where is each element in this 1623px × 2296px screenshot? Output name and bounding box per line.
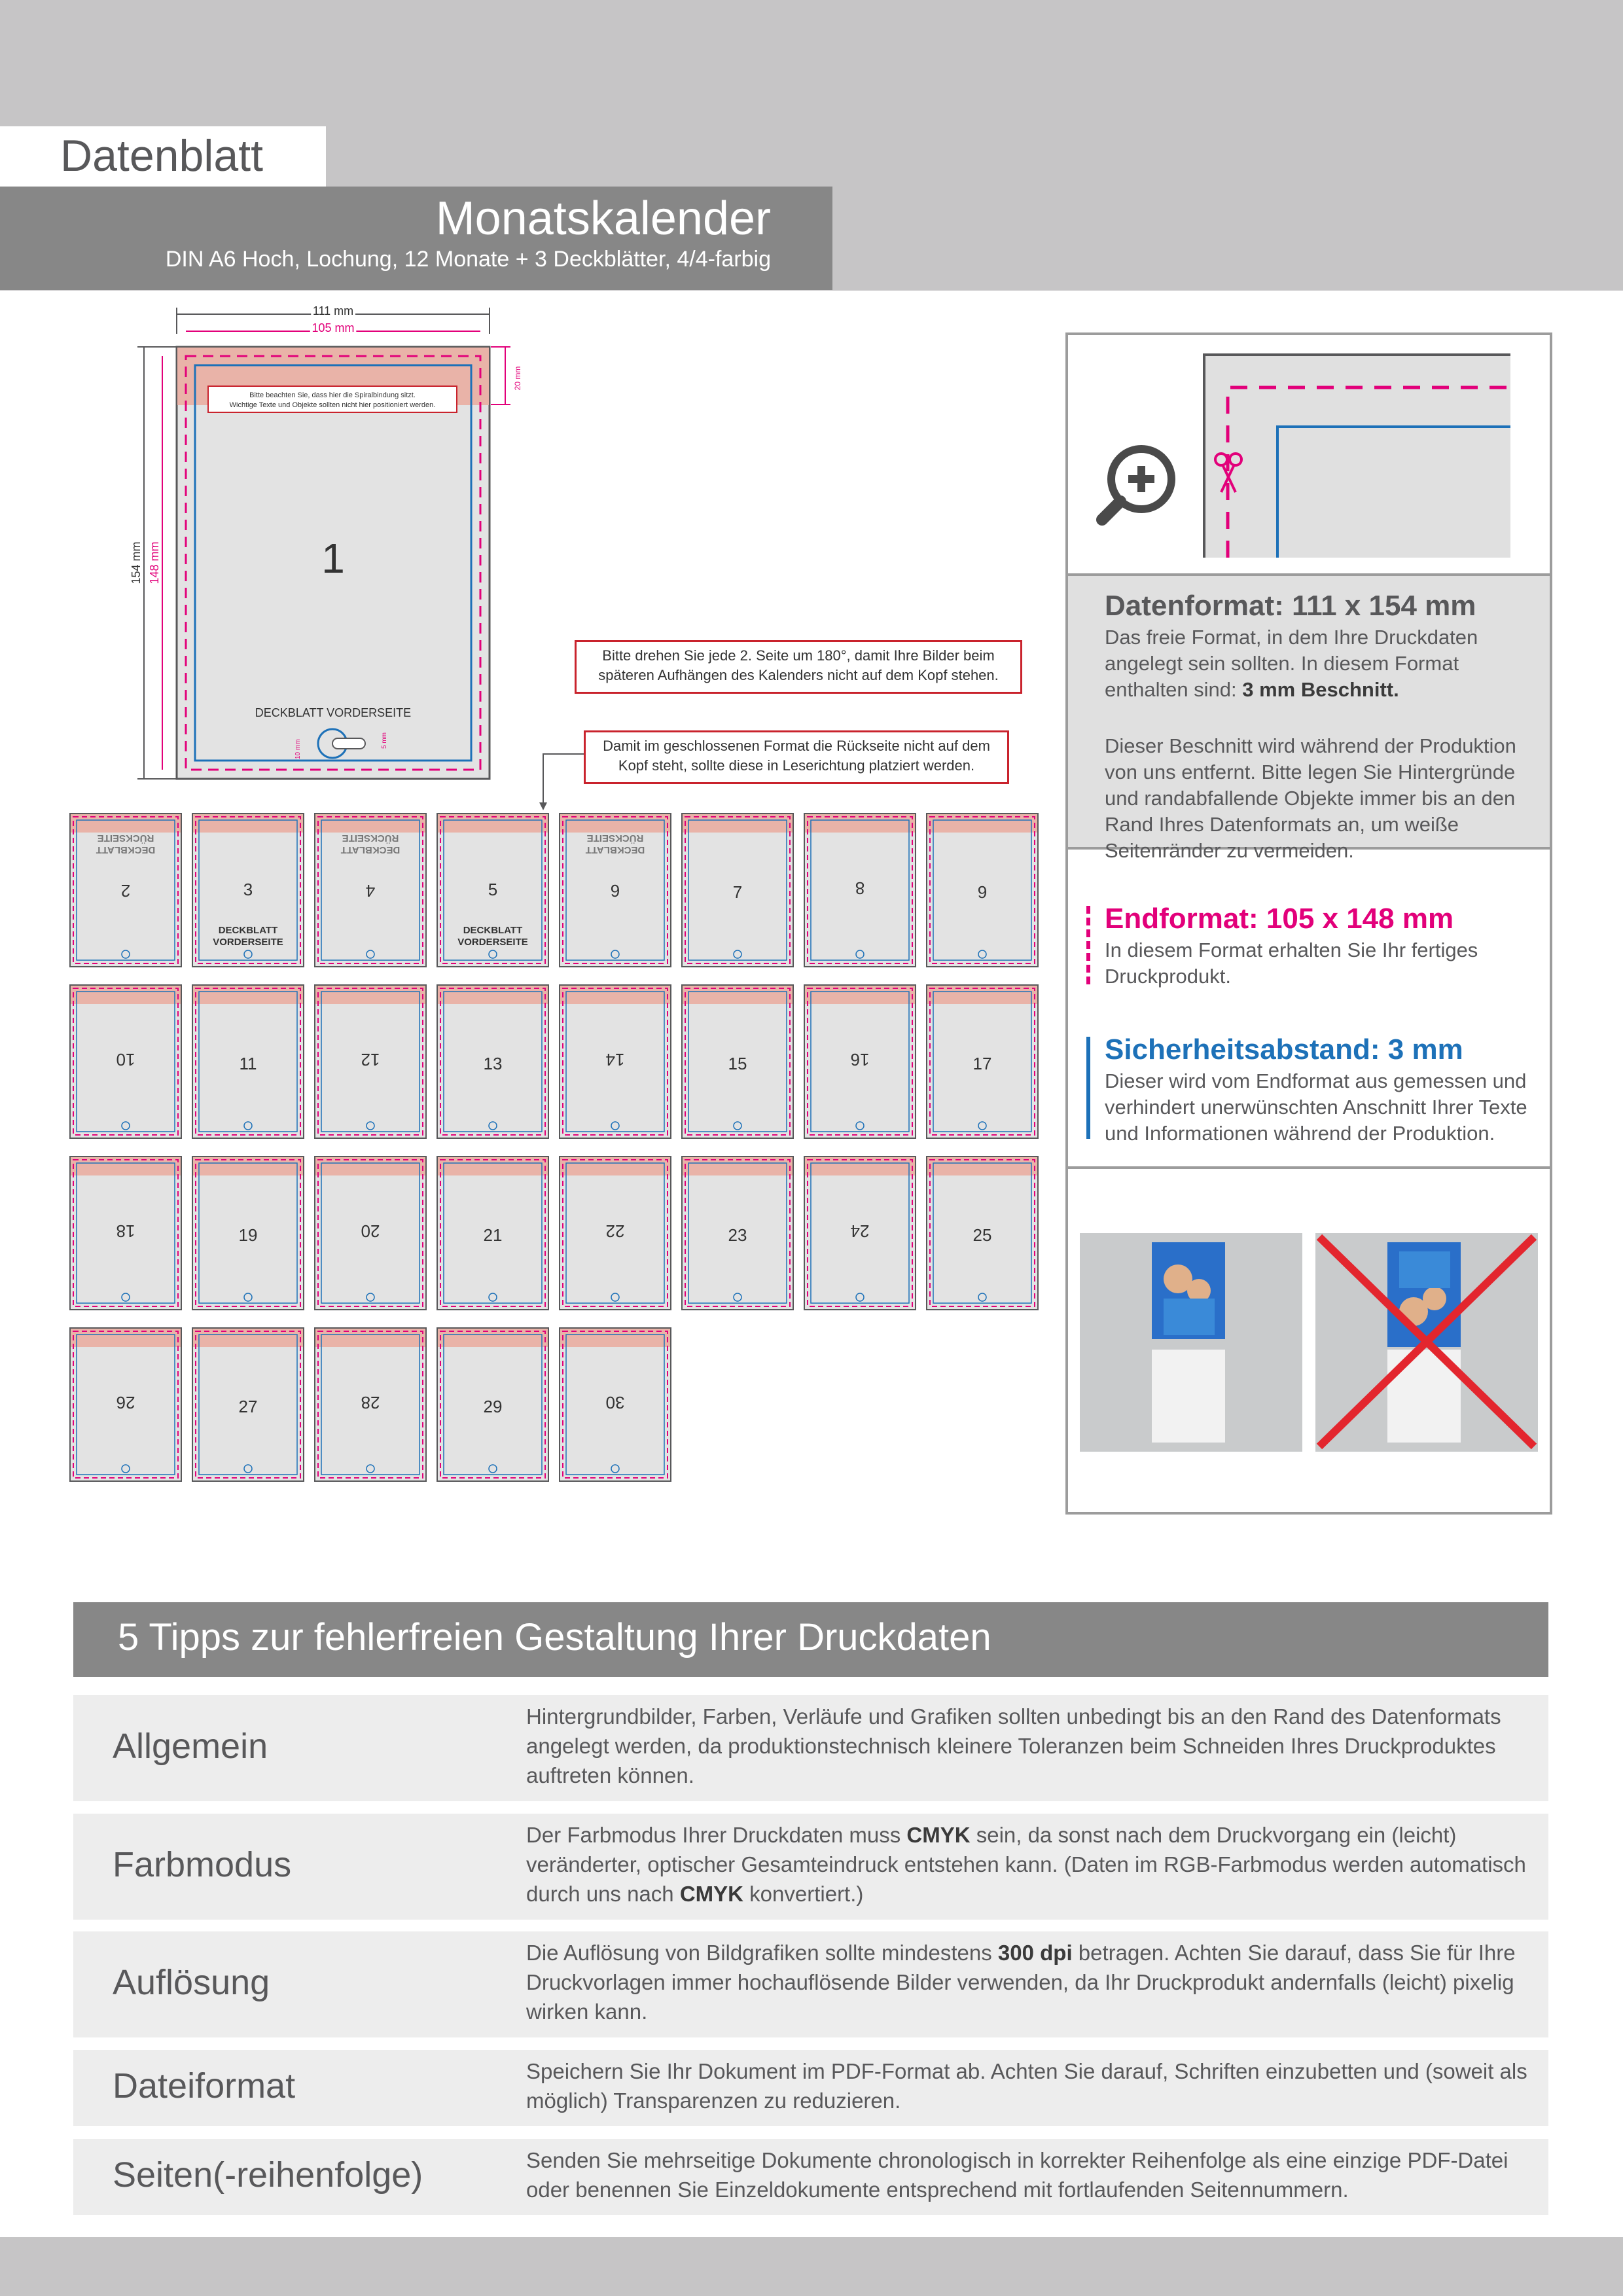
sicherheit-title: Sicherheitsabstand: 3 mm [1105, 1033, 1463, 1066]
page-thumbnail [69, 984, 182, 1139]
page-thumbnail [926, 1156, 1039, 1310]
thumbnail-page-number: 28 [361, 1393, 380, 1412]
tip-title: Auflösung [113, 1963, 270, 2002]
page-thumbnail [69, 1156, 182, 1310]
panel-divider [1068, 1166, 1550, 1169]
page-thumbnail [437, 1327, 549, 1482]
endformat-text: In diesem Format erhalten Sie Ihr fertiges Druckprodukt. [1105, 939, 1478, 988]
page-thumbnail [926, 984, 1039, 1139]
thumbnail-label: VORDERSEITE [457, 937, 528, 948]
datenblatt-label: Datenblatt [60, 131, 263, 181]
thumbnail-page-number: 18 [116, 1221, 135, 1241]
dim-hole-b: 5 mm [381, 732, 388, 749]
dim-inner-width: 105 mm [312, 321, 355, 334]
correct-hanging-example [1080, 1233, 1302, 1452]
page-thumbnail [192, 1327, 304, 1482]
page-thumbnail [681, 984, 794, 1139]
format-diagram [124, 301, 543, 798]
dim-binding: 20 mm [513, 366, 522, 391]
dim-inner-height: 148 mm [148, 541, 161, 584]
footer-band [0, 2237, 1623, 2296]
page-thumbnail [926, 813, 1039, 967]
page-thumbnail [559, 1156, 671, 1310]
thumbnail-page-number: 22 [605, 1221, 625, 1241]
page-thumbnail [437, 1156, 549, 1310]
thumbnail-label: DECKBLATT [463, 925, 523, 936]
page-thumbnail [192, 1156, 304, 1310]
page-thumbnail [69, 813, 182, 967]
page-thumbnail-grid [69, 813, 1042, 1487]
thumbnail-page-number: 21 [483, 1225, 503, 1245]
datenformat-text [1105, 624, 1537, 703]
page-thumbnail [437, 813, 549, 967]
thumbnail-page-number: 9 [977, 882, 988, 902]
datenformat-text-bold: 3 mm Beschnitt. [1242, 678, 1399, 701]
back-note [584, 730, 1009, 784]
datenformat-title: Datenformat: 111 x 154 mm [1105, 590, 1476, 622]
tip-text: Senden Sie mehrseitige Dokumente chronologisch in korrekter Reihenfolge als eine einzige PDF-Datei oder benennen Sie Einzeldokumente entsprechend mit fortlaufenden Seitennummern. [526, 2148, 1508, 2202]
page-thumbnail [314, 1156, 427, 1310]
back-note-text: Damit im geschlossenen Format die Rückseite nicht auf dem Kopf steht, sollte diese in Leserichtung platziert werden. [603, 738, 990, 774]
thumbnail-page-number: 23 [728, 1225, 747, 1245]
rotate-note-text: Bitte drehen Sie jede 2. Seite um 180°, damit Ihre Bilder beim späteren Aufhängen des Kalenders nicht auf dem Kopf stehen. [598, 647, 999, 683]
binding-note-1: Bitte beachten Sie, dass hier die Spiralbindung sitzt. [249, 391, 416, 399]
endformat-marker [1086, 906, 1096, 984]
page-thumbnail [804, 813, 916, 967]
thumbnail-page-number: 15 [728, 1054, 747, 1073]
thumbnail-page-number: 3 [243, 880, 253, 899]
thumbnail-page-number: 4 [365, 881, 376, 901]
thumbnail-label: RÜCKSEITE [586, 833, 644, 844]
thumbnail-page-number: 5 [488, 880, 498, 899]
thumbnail-label: DECKBLATT [218, 925, 278, 936]
thumbnail-label: DECKBLATT [585, 844, 645, 855]
tip-title: Allgemein [113, 1727, 268, 1766]
page-thumbnail [437, 984, 549, 1139]
datenblatt-tab [0, 126, 326, 187]
page-thumbnail [681, 813, 794, 967]
dim-outer-height: 154 mm [130, 541, 143, 584]
zoom-detail [1068, 335, 1550, 573]
page-title: Monatskalender [435, 192, 771, 245]
tip-text: Speichern Sie Ihr Dokument im PDF-Format ab. Achten Sie darauf, Schriften einzubetten und (soweit als möglich) Transparenzen zu reduzieren. [526, 2059, 1527, 2113]
thumbnail-label: RÜCKSEITE [342, 833, 399, 844]
endformat-title: Endformat: 105 x 148 mm [1105, 903, 1454, 935]
page-thumbnail [681, 1156, 794, 1310]
thumbnail-page-number: 24 [850, 1221, 870, 1241]
page-thumbnail [192, 813, 304, 967]
tip-title: Seiten(-reihenfolge) [113, 2155, 423, 2195]
thumbnail-label: RÜCKSEITE [97, 833, 154, 844]
datenformat-text-a: Das freie Format, in dem Ihre Druckdaten angelegt sein sollten. In diesem Format enthalten sind: [1105, 626, 1478, 701]
thumbnail-label: DECKBLATT [340, 844, 401, 855]
page-subtitle: DIN A6 Hoch, Lochung, 12 Monate + 3 Deckblätter, 4/4-farbig [165, 247, 771, 272]
tip-row [73, 1931, 1548, 2037]
sicherheit-text: Dieser wird vom Endformat aus gemessen und verhindert unerwünschten Anschnitt Ihrer Texte und Informationen während der Produktion. [1105, 1069, 1527, 1145]
tip-row [73, 2139, 1548, 2215]
page-thumbnail [192, 984, 304, 1139]
thumbnail-page-number: 27 [238, 1397, 258, 1416]
rotate-note [575, 640, 1022, 694]
thumbnail-page-number: 29 [483, 1397, 503, 1416]
dim-hole-a: 10 mm [294, 739, 302, 759]
note-connector [537, 753, 589, 812]
thumbnail-page-number: 7 [732, 882, 743, 902]
tip-text: Hintergrundbilder, Farben, Verläufe und Grafiken sollten unbedingt bis an den Rand des Datenformats angelegt werden, da produktionstechnisch kleinere Toleranzen beim Schneiden Ihres Druckproduktes auftreten können. [526, 1704, 1501, 1787]
page-thumbnail [804, 984, 916, 1139]
tip-text: Die Auflösung von Bildgrafiken sollte mindestens 300 dpi betragen. Achten Sie darauf, dass Sie für Ihre Druckvorlagen immer hochauflösende Bilder verwenden, da Ihr Druckprodukt andernfalls (leicht) pixelig wirken kann. [526, 1941, 1516, 2024]
format-explanation [1068, 573, 1550, 862]
diagram-page-label: DECKBLATT VORDERSEITE [255, 706, 412, 719]
thumbnail-page-number: 20 [361, 1221, 380, 1241]
thumbnail-page-number: 13 [483, 1054, 503, 1073]
thumbnail-label: VORDERSEITE [213, 937, 283, 948]
thumbnail-label: DECKBLATT [96, 844, 156, 855]
thumbnail-page-number: 16 [850, 1050, 870, 1069]
page-thumbnail [69, 1327, 182, 1482]
thumbnail-page-number: 17 [972, 1054, 992, 1073]
page-thumbnail [314, 1327, 427, 1482]
title-bar [0, 187, 832, 290]
page-thumbnail [314, 984, 427, 1139]
wrong-hanging-example [1315, 1233, 1538, 1452]
tips-heading-bar [73, 1602, 1548, 1677]
binding-note-2: Wichtige Texte und Objekte sollten nicht hier positioniert werden. [229, 401, 436, 409]
thumbnail-page-number: 25 [972, 1225, 992, 1245]
tips-heading: 5 Tipps zur fehlerfreien Gestaltung Ihrer Druckdaten [118, 1616, 991, 1659]
page-thumbnail [559, 813, 671, 967]
page-thumbnail [559, 984, 671, 1139]
thumbnail-page-number: 26 [116, 1393, 135, 1412]
zoom-in-icon [1102, 449, 1171, 520]
thumbnail-page-number: 12 [361, 1050, 380, 1069]
thumbnail-page-number: 10 [116, 1050, 135, 1069]
tip-title: Farbmodus [113, 1845, 292, 1884]
thumbnail-page-number: 19 [238, 1225, 258, 1245]
page-thumbnail [804, 1156, 916, 1310]
thumbnail-page-number: 2 [120, 881, 131, 901]
datenformat-text-b: Dieser Beschnitt wird während der Produktion von uns entfernt. Bitte legen Sie Hintergründe und randabfallende Objekte immer bis an den Rand Ihres Datenformats an, um weiße Seitenränder zu vermeiden. [1105, 734, 1516, 862]
tip-row [73, 2050, 1548, 2126]
info-panel [1065, 332, 1552, 1515]
tip-title: Dateiformat [113, 2066, 296, 2106]
dim-outer-width: 111 mm [312, 304, 354, 317]
thumbnail-page-number: 6 [610, 881, 620, 901]
sicherheit-marker [1086, 1037, 1090, 1139]
diagram-page-number: 1 [321, 535, 345, 582]
thumbnail-page-number: 30 [605, 1393, 625, 1412]
tip-row [73, 1814, 1548, 1920]
tip-text: Der Farbmodus Ihrer Druckdaten muss CMYK sein, da sonst nach dem Druckvorgang ein (leicht) veränderter, optischer Gesamteindruck entstehen kann. (Daten im RGB-Farbmodus werden automatisch durch uns nach CMYK konvertiert.) [526, 1823, 1526, 1906]
page-thumbnail [314, 813, 427, 967]
thumbnail-page-number: 11 [239, 1054, 257, 1073]
thumbnail-page-number: 8 [855, 878, 865, 898]
tip-row [73, 1695, 1548, 1801]
page-thumbnail [559, 1327, 671, 1482]
thumbnail-page-number: 14 [605, 1050, 625, 1069]
